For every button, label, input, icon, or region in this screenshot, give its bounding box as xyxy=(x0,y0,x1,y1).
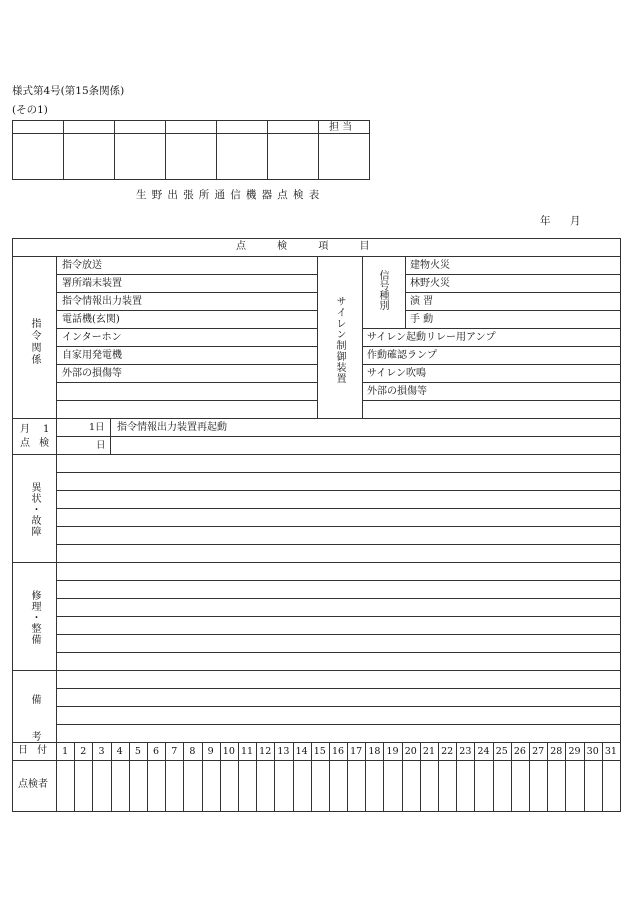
day-number: 22 xyxy=(441,746,454,757)
day-number: 16 xyxy=(331,746,345,757)
day-number: 13 xyxy=(277,746,290,757)
table-rule xyxy=(56,634,620,635)
day-number: 30 xyxy=(586,746,599,757)
command-item: 自家用発電機 xyxy=(62,350,122,361)
table-rule xyxy=(620,742,621,811)
table-rule xyxy=(56,364,317,365)
day-number: 29 xyxy=(568,746,581,757)
table-rule xyxy=(56,526,620,527)
table-heading: 点 検 項 目 xyxy=(236,241,370,252)
command-item: 電話機(玄関) xyxy=(62,314,120,325)
command-item: 外部の損傷等 xyxy=(62,368,122,379)
table-rule xyxy=(56,688,620,689)
monthly-row1-day: 1日 xyxy=(89,422,105,433)
stamp-box-rule xyxy=(369,120,370,180)
monthly-label-month: 月 xyxy=(20,424,30,435)
day-number: 4 xyxy=(116,746,123,757)
day-number: 9 xyxy=(207,746,214,757)
table-rule xyxy=(362,382,620,383)
day-number: 12 xyxy=(259,746,272,757)
stamp-box-rule xyxy=(114,120,115,180)
command-item: インターホン xyxy=(62,332,122,343)
table-rule xyxy=(56,580,620,581)
table-rule xyxy=(405,292,620,293)
command-item: 指令情報出力装置 xyxy=(62,296,142,307)
day-number: 24 xyxy=(477,746,490,757)
table-outer-rule xyxy=(12,238,13,812)
day-number: 26 xyxy=(513,746,526,757)
table-rule xyxy=(56,472,620,473)
table-rule xyxy=(362,346,620,347)
stamp-box-rule xyxy=(12,120,13,180)
table-rule xyxy=(56,400,317,401)
day-number: 11 xyxy=(240,746,254,757)
month-label: 月 xyxy=(570,215,581,227)
table-rule xyxy=(56,436,620,437)
remarks-section-label: 備 考 xyxy=(29,694,40,749)
day-number: 21 xyxy=(422,746,435,757)
table-rule xyxy=(56,328,317,329)
day-number: 31 xyxy=(604,746,617,757)
stamp-box-rule xyxy=(267,120,268,180)
table-rule xyxy=(405,310,620,311)
command-item: 指令放送 xyxy=(62,260,102,271)
siren-section-label: サイレン制御装置 xyxy=(334,296,345,384)
table-rule xyxy=(56,598,620,599)
stamp-box-rule xyxy=(318,120,319,180)
day-number: 28 xyxy=(550,746,563,757)
stamp-box-rule xyxy=(165,120,166,180)
doc-title: 生野出張所通信機器点検表 xyxy=(136,189,325,201)
table-rule xyxy=(56,256,57,418)
table-outer-rule xyxy=(620,238,621,812)
monthly-label-one: 1 xyxy=(43,424,50,435)
table-rule xyxy=(317,256,318,418)
siren-item: 作動確認ランプ xyxy=(367,350,437,361)
table-rule xyxy=(56,508,620,509)
monthly-label-check: 点 検 xyxy=(20,438,50,449)
day-number: 23 xyxy=(459,746,472,757)
day-number: 1 xyxy=(62,746,69,757)
day-number: 3 xyxy=(98,746,105,757)
table-rule xyxy=(56,652,620,653)
date-label: 日 付 xyxy=(18,745,48,756)
table-rule xyxy=(12,670,620,671)
table-rule xyxy=(12,454,620,455)
table-rule xyxy=(56,724,620,725)
inspector-label: 点検者 xyxy=(18,779,48,790)
table-rule xyxy=(12,418,620,419)
sub-number: (その1) xyxy=(12,104,48,116)
table-rule xyxy=(56,490,620,491)
day-number: 27 xyxy=(532,746,545,757)
day-number: 20 xyxy=(404,746,417,757)
siren-item: サイレン起動リレー用アンプ xyxy=(367,332,496,343)
repair-section-label: 修理・整備 xyxy=(29,590,40,645)
stamp-box-rule xyxy=(12,120,370,121)
day-number: 10 xyxy=(222,746,235,757)
table-rule xyxy=(56,310,317,311)
year-label: 年 xyxy=(540,215,551,227)
table-rule xyxy=(362,364,620,365)
table-rule xyxy=(12,256,620,257)
stamp-box-rule xyxy=(63,120,64,180)
monthly-row2-day: 日 xyxy=(96,440,106,451)
siren-item: 外部の損傷等 xyxy=(367,386,427,397)
table-rule xyxy=(56,544,620,545)
day-number: 25 xyxy=(495,746,508,757)
stamp-box-rule xyxy=(216,120,217,180)
table-rule xyxy=(12,562,620,563)
day-number: 8 xyxy=(189,746,196,757)
table-rule xyxy=(56,616,620,617)
form-number: 様式第4号(第15条関係) xyxy=(12,85,125,97)
day-number: 15 xyxy=(313,746,326,757)
stamp-box-rule xyxy=(12,179,370,180)
siren-item: サイレン吹鳴 xyxy=(367,368,427,379)
table-rule xyxy=(362,256,363,418)
signal-type-item: 演 習 xyxy=(410,296,434,307)
day-number: 5 xyxy=(134,746,141,757)
table-rule xyxy=(362,400,620,401)
table-outer-rule xyxy=(12,238,621,239)
signal-type-item: 林野火災 xyxy=(410,278,450,289)
table-rule xyxy=(56,382,317,383)
signal-type-item: 手 動 xyxy=(410,314,434,325)
day-number: 6 xyxy=(153,746,160,757)
fault-section-label: 異状・故障 xyxy=(29,482,40,537)
monthly-row1-text: 指令情報出力装置再起動 xyxy=(117,422,227,433)
stamp-label: 担 当 xyxy=(329,122,353,133)
day-number: 2 xyxy=(80,746,87,757)
command-item: 署所端末装置 xyxy=(62,278,122,289)
table-rule xyxy=(56,292,317,293)
table-rule xyxy=(56,274,317,275)
table-outer-rule xyxy=(12,811,621,812)
day-number: 17 xyxy=(350,746,363,757)
day-number: 14 xyxy=(295,746,308,757)
signal-type-item: 建物火災 xyxy=(410,260,450,271)
stamp-box-rule xyxy=(12,133,370,134)
day-number: 18 xyxy=(368,746,381,757)
day-number: 7 xyxy=(171,746,178,757)
signal-type-label: 信号種別 xyxy=(377,270,388,310)
command-section-label: 指令関係 xyxy=(29,318,40,366)
table-rule xyxy=(405,274,620,275)
table-rule xyxy=(362,328,620,329)
table-rule xyxy=(56,346,317,347)
table-rule xyxy=(56,706,620,707)
day-number: 19 xyxy=(386,746,399,757)
